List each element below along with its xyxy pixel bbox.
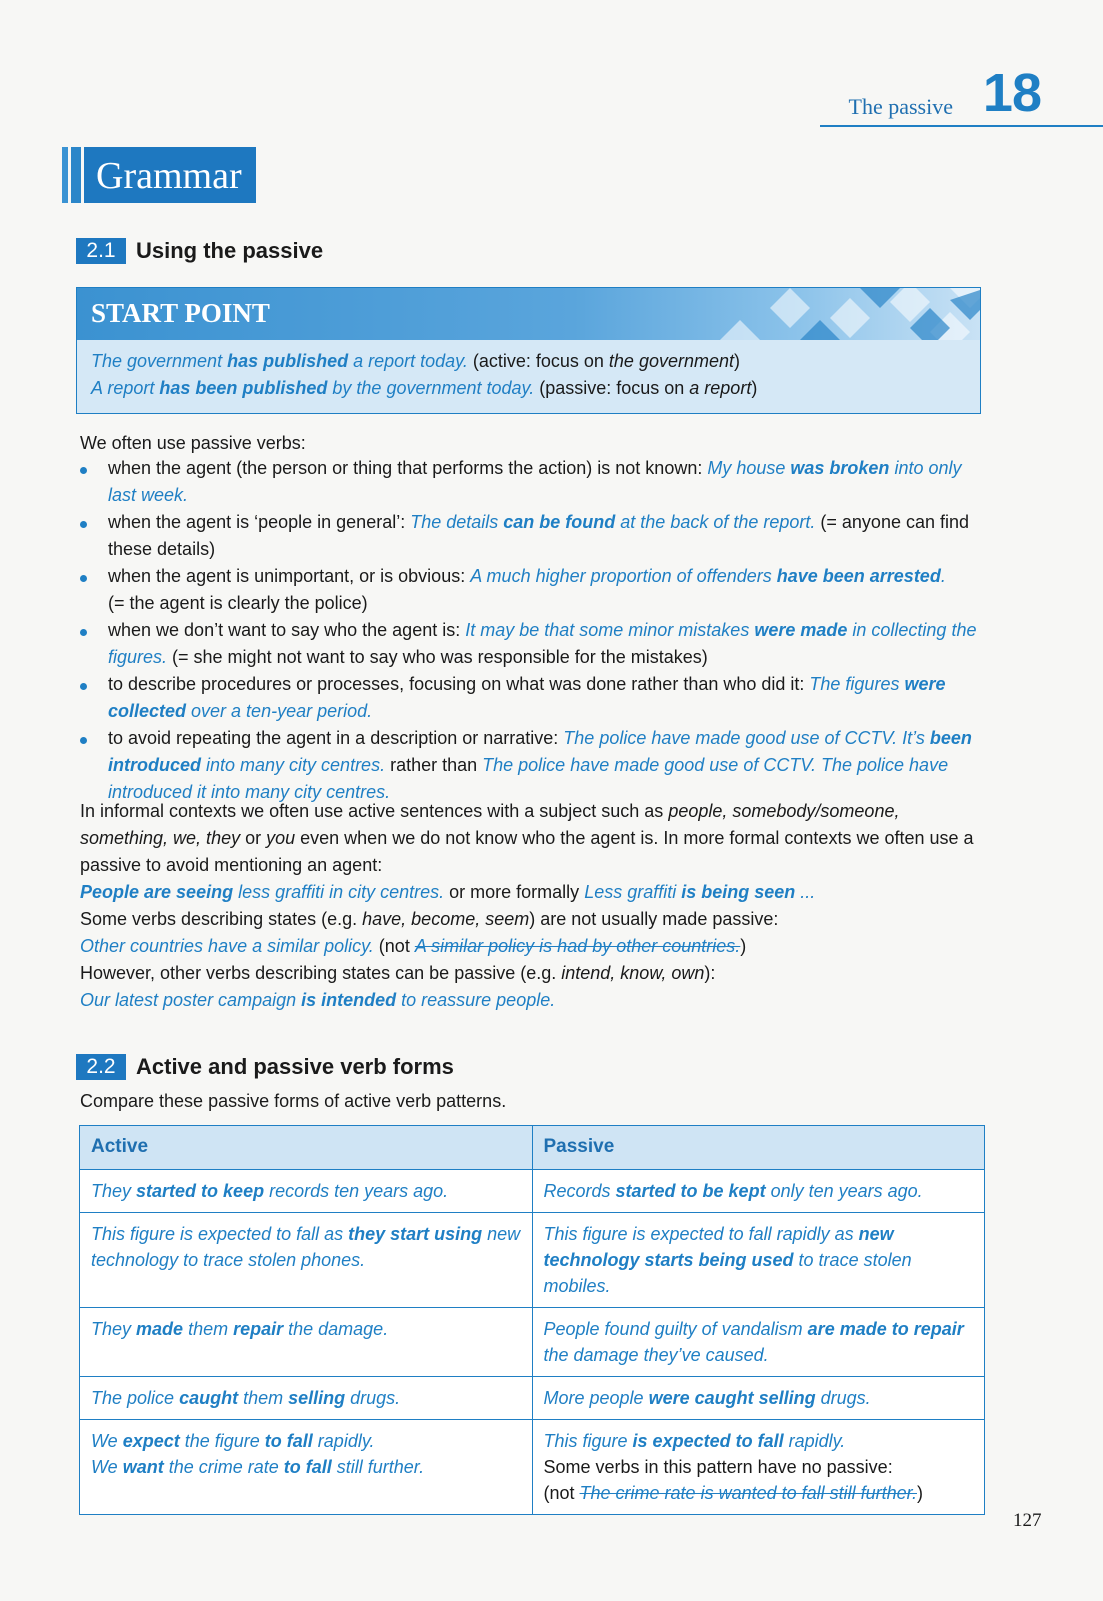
cell-text: them [183, 1319, 234, 1339]
example-text: by the government today. [327, 378, 535, 398]
cell-verb: expect [122, 1431, 180, 1451]
section-title: Active and passive verb forms [136, 1054, 454, 1079]
example-verb: were collected [108, 674, 946, 721]
cell-text: new technology to trace stolen phones. [91, 1224, 521, 1270]
bullet-icon [80, 521, 87, 528]
passive-cell [532, 1420, 985, 1515]
cell-verb: to fall [264, 1431, 313, 1451]
start-point-body [77, 340, 980, 410]
cell-text: still further. [331, 1457, 425, 1477]
cell-text: the crime rate [163, 1457, 284, 1477]
cell-text: Records [543, 1181, 616, 1201]
cell-text: rapidly. [783, 1431, 846, 1451]
start-point-title: START POINT [91, 298, 270, 328]
cell-text: drugs. [345, 1388, 401, 1408]
item-note: rather than [385, 755, 483, 775]
start-point-line-active [91, 348, 966, 375]
note-italic: the government [608, 351, 734, 371]
item-text: when the agent is unimportant, or is obvious: [108, 566, 471, 586]
column-header-passive: Passive [532, 1126, 985, 1170]
passive-cell [532, 1213, 985, 1308]
example-verb: been introduced [108, 728, 972, 775]
cell-text: People found guilty of vandalism [543, 1319, 808, 1339]
paragraph-text: ): [704, 963, 716, 983]
column-header-active: Active [80, 1126, 533, 1170]
paragraph-italic: people, somebody/someone, something, we, they [80, 801, 900, 848]
note-italic: a report [689, 378, 752, 398]
cell-text: the damage they’ve caused. [543, 1345, 769, 1365]
cell-note: ) [917, 1483, 923, 1503]
section-title: Using the passive [136, 238, 324, 263]
paragraph-text: However, other verbs describing states can be passive (e.g. [80, 963, 562, 983]
example-text: over a ten-year period. [186, 701, 373, 721]
item-note: (= she might not want to say who was responsible for the mistakes) [167, 647, 708, 667]
table-header-row [80, 1126, 985, 1170]
example-text: in collecting the figures. [108, 620, 977, 667]
cell-text: This figure is expected to fall rapidly as [543, 1224, 859, 1244]
table-row [80, 1170, 985, 1213]
passive-cell [532, 1308, 985, 1377]
list-item [80, 725, 985, 806]
cell-text: More people [543, 1388, 649, 1408]
paragraph-text: In informal contexts we often use active sentences with a subject such as [80, 801, 669, 821]
paragraph-text: ) [740, 936, 747, 956]
active-cell [80, 1170, 533, 1213]
example-text: into many city centres. [201, 755, 386, 775]
item-text: when the agent (the person or thing that performs the action) is not known: [108, 458, 708, 478]
cell-verb: started to be kept [615, 1181, 766, 1201]
item-note: (= anyone can find these details) [108, 512, 970, 559]
bullet-icon [80, 575, 87, 582]
paragraph-italic: you [266, 828, 296, 848]
paragraph-text: Some verbs describing states (e.g. [80, 909, 363, 929]
example-text: It may be that some minor mistakes [465, 620, 755, 640]
cell-verb: they start using [348, 1224, 483, 1244]
table-row [80, 1420, 985, 1515]
item-text: to describe procedures or processes, focusing on what was done rather than who did it: [108, 674, 810, 694]
list-item [80, 455, 985, 509]
section-number: 2.1 [76, 238, 126, 264]
table-row [80, 1377, 985, 1420]
cell-verb: want [122, 1457, 164, 1477]
section-number: 2.2 [76, 1054, 126, 1080]
cell-text: them [238, 1388, 289, 1408]
start-point-line-passive [91, 375, 966, 402]
example-line [80, 879, 985, 906]
table-row [80, 1308, 985, 1377]
example-text: a report today. [348, 351, 468, 371]
example-text: The details [410, 512, 504, 532]
example-verb: is intended [301, 990, 397, 1010]
item-text: to avoid repeating the agent in a description or narrative: [108, 728, 564, 748]
active-cell [80, 1213, 533, 1308]
bullet-icon [80, 683, 87, 690]
grammar-banner [62, 147, 256, 203]
cell-text: The police [91, 1388, 180, 1408]
example-text: A much higher proportion of offenders [470, 566, 777, 586]
passive-cell [532, 1170, 985, 1213]
example-text: Other countries have a similar policy. [80, 936, 374, 956]
active-cell [80, 1377, 533, 1420]
cell-verb: selling [288, 1388, 346, 1408]
chapter-header [790, 62, 1103, 132]
list-item [80, 617, 985, 671]
bullet-icon [80, 737, 87, 744]
cell-text: the figure [179, 1431, 265, 1451]
example-text: to reassure people. [396, 990, 556, 1010]
states-paragraph [80, 906, 985, 933]
list-item [80, 509, 985, 563]
usage-list [80, 455, 985, 806]
example-verb: was broken [790, 458, 890, 478]
bullet-icon [80, 467, 87, 474]
chapter-number: 18 [982, 63, 1041, 123]
cell-verb: started to keep [136, 1181, 265, 1201]
struck-example: The crime rate is wanted to fall still further. [579, 1483, 917, 1503]
active-cell [80, 1420, 533, 1515]
chapter-title: The passive [848, 94, 953, 119]
passive-cell [532, 1377, 985, 1420]
cell-verb: caught [179, 1388, 239, 1408]
banner-label: Grammar [84, 147, 256, 203]
cell-text: drugs. [815, 1388, 871, 1408]
paragraph-text: even when we do not know who the agent is. In more formal contexts we often use a passive to avoid mentioning an agent: [80, 828, 974, 875]
header-rule [820, 125, 1103, 127]
paragraph-text: (not [373, 936, 415, 956]
example-text: My house [707, 458, 791, 478]
cell-text: only ten years ago. [765, 1181, 923, 1201]
note-text: (passive: focus on [534, 378, 690, 398]
paragraph-text: ) are not usually made passive: [529, 909, 779, 929]
example-line [80, 987, 985, 1014]
item-text: when we don’t want to say who the agent is: [108, 620, 466, 640]
example-text: into only last week. [108, 458, 962, 505]
cell-text: This figure [543, 1431, 633, 1451]
however-paragraph [80, 960, 985, 987]
cell-text: They [91, 1319, 137, 1339]
example-text: The figures [809, 674, 905, 694]
paragraph-italic: intend, know, own [561, 963, 705, 983]
note-text: (active: focus on [467, 351, 609, 371]
cell-text: We [91, 1431, 123, 1451]
cell-verb: are made to repair [807, 1319, 964, 1339]
cell-text: We [91, 1457, 123, 1477]
example-verb: People are seeing [80, 882, 234, 902]
example-verb: has been published [159, 378, 328, 398]
example-text: Our latest poster campaign [80, 990, 302, 1010]
example-text: The government [91, 351, 228, 371]
example-verb: can be found [503, 512, 616, 532]
cell-note: (not [543, 1483, 580, 1503]
cell-text: They [91, 1181, 137, 1201]
section-intro: Compare these passive forms of active verb patterns. [80, 1091, 507, 1111]
example-text: ... [795, 882, 816, 902]
banner-stripe [71, 147, 81, 203]
list-item [80, 563, 985, 617]
example-text: Less graffiti [584, 882, 682, 902]
example-line [80, 933, 985, 960]
cell-verb: new technology starts being used [543, 1224, 894, 1270]
cell-text: to trace stolen mobiles. [543, 1250, 912, 1296]
cell-note: Some verbs in this pattern have no passive: [543, 1457, 893, 1477]
item-note: (= the agent is clearly the police) [108, 593, 368, 613]
banner-stripe [62, 147, 68, 203]
example-text: A report [91, 378, 160, 398]
cell-text: the damage. [283, 1319, 389, 1339]
example-text: . [940, 566, 946, 586]
note-text: ) [734, 351, 740, 371]
page-number: 127 [1013, 1510, 1042, 1531]
informal-paragraph [80, 798, 985, 879]
table-row [80, 1213, 985, 1308]
example-text: at the back of the report. [615, 512, 816, 532]
cell-verb: made [136, 1319, 184, 1339]
paragraph-text: or [240, 828, 267, 848]
intro-text: We often use passive verbs: [80, 433, 306, 453]
cell-text: rapidly. [312, 1431, 375, 1451]
example-verb: were made [754, 620, 848, 640]
cell-text: This figure is expected to fall as [91, 1224, 349, 1244]
cell-verb: were caught selling [648, 1388, 816, 1408]
cell-verb: repair [233, 1319, 284, 1339]
paragraph-italic: have, become, seem [362, 909, 530, 929]
section-heading-2-1 [76, 238, 323, 264]
cell-verb: is expected to fall [632, 1431, 784, 1451]
paragraph-text: or more formally [444, 882, 585, 902]
bullet-icon [80, 629, 87, 636]
item-text: when the agent is ‘people in general’: [108, 512, 411, 532]
start-point-box [76, 287, 981, 414]
struck-example: A similar policy is had by other countries. [414, 936, 741, 956]
list-item [80, 671, 985, 725]
checker-pattern-icon [700, 288, 980, 340]
example-text: The police have made good use of CCTV. The police have introduced it into many city centres. [108, 755, 949, 802]
verb-forms-table [79, 1125, 985, 1515]
active-cell [80, 1308, 533, 1377]
example-verb: has published [227, 351, 349, 371]
cell-text: records ten years ago. [264, 1181, 449, 1201]
note-text: ) [751, 378, 758, 398]
cell-verb: to fall [283, 1457, 332, 1477]
start-point-header [77, 288, 980, 340]
example-text: The police have made good use of CCTV. It’s [563, 728, 930, 748]
example-verb: is being seen [681, 882, 796, 902]
section-heading-2-2 [76, 1054, 454, 1080]
example-text: less graffiti in city centres. [233, 882, 445, 902]
example-verb: have been arrested [776, 566, 941, 586]
